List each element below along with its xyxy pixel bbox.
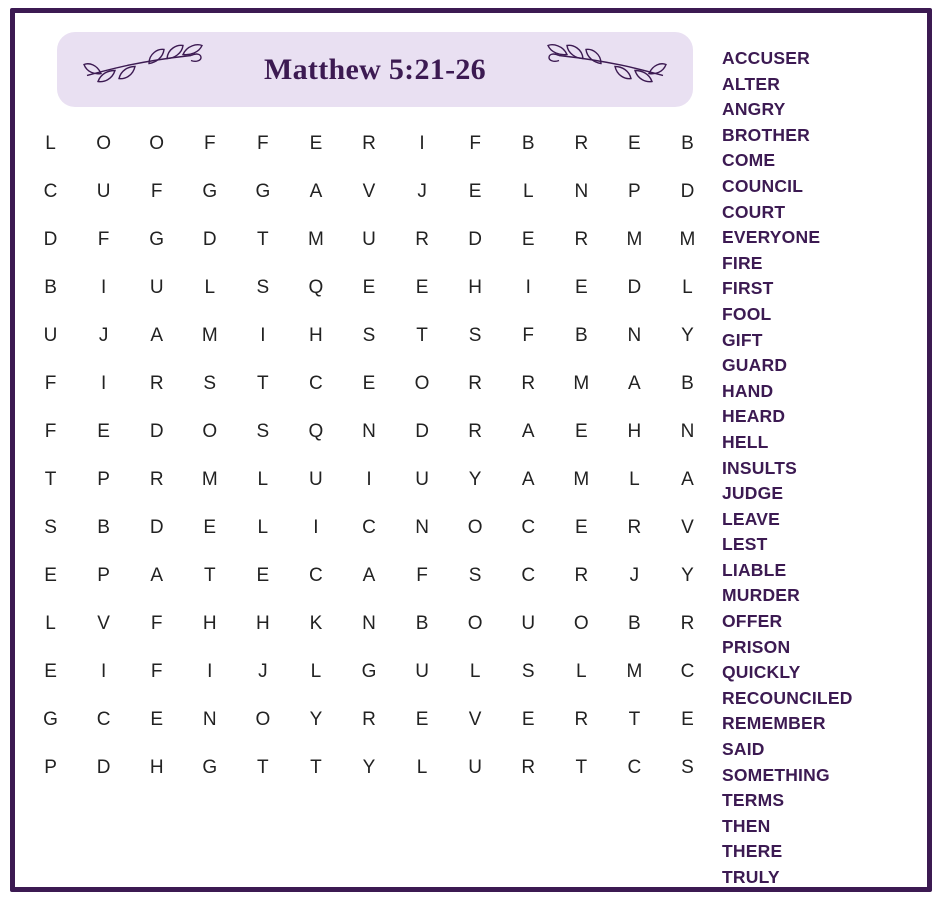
grid-cell[interactable]: F xyxy=(44,373,57,394)
grid-cell[interactable]: M xyxy=(573,373,590,394)
grid-cell[interactable]: T xyxy=(257,757,269,778)
vine-branch-right-icon xyxy=(541,41,671,98)
grid-cell[interactable]: I xyxy=(100,661,107,682)
grid-cell[interactable]: U xyxy=(149,277,164,298)
grid-cell[interactable]: L xyxy=(682,277,693,298)
grid-cell[interactable]: O xyxy=(414,373,430,394)
grid-cell[interactable]: E xyxy=(468,181,482,202)
word-list-item[interactable]: GIFT xyxy=(722,329,763,350)
grid-cell[interactable]: S xyxy=(681,757,694,778)
title-banner xyxy=(57,32,693,107)
grid-cell[interactable]: S xyxy=(256,277,270,298)
grid-cell[interactable]: R xyxy=(627,517,642,538)
grid-cell[interactable]: I xyxy=(525,277,531,298)
grid-cell[interactable]: A xyxy=(521,469,535,490)
grid-cell[interactable]: R xyxy=(362,709,376,730)
grid-cell[interactable]: G xyxy=(255,181,271,202)
grid-cell[interactable]: V xyxy=(681,517,694,538)
grid-cell[interactable]: T xyxy=(257,373,269,394)
puzzle-column xyxy=(24,22,714,781)
word-list-item[interactable]: THEN xyxy=(722,815,771,836)
grid-cell[interactable]: D xyxy=(415,421,429,442)
grid-cell[interactable]: M xyxy=(679,229,696,250)
grid-cell[interactable]: D xyxy=(680,181,695,202)
word-list-item[interactable]: FIRST xyxy=(722,278,774,299)
word-list-item[interactable]: TERMS xyxy=(722,790,785,811)
grid-cell[interactable]: B xyxy=(681,133,694,154)
word-list-item[interactable]: THERE xyxy=(722,841,783,862)
grid-cell[interactable]: I xyxy=(313,517,319,538)
grid-cell[interactable]: E xyxy=(362,373,376,394)
grid-cell[interactable]: F xyxy=(522,325,535,346)
grid-cell[interactable]: E xyxy=(521,709,535,730)
grid-cell[interactable]: D xyxy=(149,517,164,538)
grid-cell[interactable]: A xyxy=(362,565,376,586)
grid-cell[interactable]: G xyxy=(202,181,218,202)
grid-cell[interactable]: A xyxy=(150,565,164,586)
grid-cell[interactable]: V xyxy=(468,709,482,730)
grid-cell[interactable]: D xyxy=(468,229,483,250)
grid-cell[interactable]: L xyxy=(629,469,640,490)
word-list-item[interactable]: FOOL xyxy=(722,303,772,324)
grid-cell[interactable]: U xyxy=(521,613,536,634)
grid-cell[interactable]: F xyxy=(44,421,57,442)
word-list-item[interactable]: HEARD xyxy=(722,406,786,427)
grid-cell[interactable]: I xyxy=(100,277,107,298)
word-list-item[interactable]: MURDER xyxy=(722,585,801,606)
grid-cell[interactable]: R xyxy=(362,133,376,154)
grid-cell[interactable]: A xyxy=(628,373,641,394)
grid-cell[interactable]: I xyxy=(207,661,213,682)
grid-cell[interactable]: F xyxy=(203,133,216,154)
grid-cell[interactable]: E xyxy=(574,277,588,298)
grid-cell[interactable]: F xyxy=(416,565,428,586)
grid-cell[interactable]: R xyxy=(468,421,483,442)
grid-cell[interactable]: N xyxy=(415,517,429,538)
page-title: Matthew 5:21-26 xyxy=(264,52,486,86)
grid-cell[interactable]: R xyxy=(521,373,536,394)
word-list-item[interactable]: COME xyxy=(722,150,776,171)
grid-cell[interactable]: O xyxy=(467,613,483,634)
grid-cell[interactable]: I xyxy=(260,325,266,346)
word-list-item[interactable]: FIRE xyxy=(722,252,763,273)
grid-cell[interactable]: K xyxy=(309,613,323,634)
grid-cell[interactable]: J xyxy=(629,565,640,586)
grid-cell[interactable]: M xyxy=(626,229,643,250)
grid-cell[interactable]: J xyxy=(258,661,268,682)
grid-cell[interactable]: R xyxy=(574,133,589,154)
grid-cell[interactable]: C xyxy=(521,517,536,538)
word-list-item[interactable]: LEST xyxy=(722,534,768,555)
grid-cell[interactable]: B xyxy=(521,133,535,154)
word-list-item[interactable]: BROTHER xyxy=(722,124,810,145)
grid-cell[interactable]: S xyxy=(468,565,482,586)
word-list-item[interactable]: HAND xyxy=(722,380,774,401)
grid-cell[interactable]: R xyxy=(574,229,589,250)
grid-cell[interactable]: E xyxy=(309,133,323,154)
grid-cell[interactable]: P xyxy=(44,757,57,778)
grid-cell[interactable]: U xyxy=(362,229,376,250)
grid-cell[interactable]: L xyxy=(257,517,269,538)
word-list-item[interactable]: TRULY xyxy=(722,867,780,887)
grid-cell[interactable]: C xyxy=(680,661,695,682)
grid-cell[interactable]: N xyxy=(202,709,217,730)
grid-cell[interactable]: S xyxy=(203,373,217,394)
grid-cell[interactable]: U xyxy=(309,469,323,490)
grid-cell[interactable]: R xyxy=(415,229,429,250)
grid-cell[interactable]: N xyxy=(680,421,695,442)
grid-cell[interactable]: A xyxy=(309,181,323,202)
grid-cell[interactable]: B xyxy=(628,613,641,634)
vine-branch-left-icon xyxy=(79,41,209,98)
grid-cell[interactable]: E xyxy=(362,277,376,298)
grid-cell[interactable]: G xyxy=(202,757,218,778)
word-list-item[interactable]: PRISON xyxy=(722,636,791,657)
grid-cell[interactable]: C xyxy=(43,181,58,202)
grid-cell[interactable]: G xyxy=(43,709,58,730)
grid-cell[interactable]: P xyxy=(628,181,641,202)
grid-cell[interactable]: Q xyxy=(308,277,324,298)
grid-cell[interactable]: D xyxy=(149,421,164,442)
grid-cell[interactable]: U xyxy=(415,469,429,490)
grid-cell[interactable]: O xyxy=(202,421,218,442)
grid-cell[interactable]: P xyxy=(97,469,110,490)
grid-cell[interactable]: R xyxy=(521,757,536,778)
grid-cell[interactable]: T xyxy=(44,469,57,490)
page-content xyxy=(24,22,918,887)
letter-grid[interactable] xyxy=(24,131,714,781)
grid-cell[interactable]: M xyxy=(573,469,590,490)
grid-cell[interactable]: U xyxy=(43,325,58,346)
grid-cell[interactable]: L xyxy=(522,181,534,202)
grid-cell[interactable]: I xyxy=(419,133,425,154)
grid-cell[interactable]: L xyxy=(576,661,587,682)
grid-cell[interactable]: E xyxy=(44,661,57,682)
grid-cell[interactable]: I xyxy=(100,373,107,394)
grid-cell[interactable]: E xyxy=(256,565,270,586)
grid-cell[interactable]: E xyxy=(574,517,588,538)
grid-cell[interactable]: V xyxy=(97,613,110,634)
grid-cell[interactable]: R xyxy=(468,373,483,394)
word-list xyxy=(722,22,912,891)
grid-cell[interactable]: T xyxy=(257,229,269,250)
grid-cell[interactable]: U xyxy=(415,661,429,682)
grid-cell[interactable]: C xyxy=(627,757,642,778)
grid-cell[interactable]: Y xyxy=(681,325,694,346)
grid-cell[interactable]: F xyxy=(150,613,163,634)
grid-cell[interactable]: H xyxy=(255,613,270,634)
grid-cell[interactable]: L xyxy=(469,661,481,682)
grid-cell[interactable]: M xyxy=(201,325,218,346)
grid-cell[interactable]: B xyxy=(574,325,588,346)
grid-cell[interactable]: E xyxy=(415,709,429,730)
grid-cell[interactable]: M xyxy=(626,661,643,682)
grid-cell[interactable]: B xyxy=(44,277,57,298)
grid-cell[interactable]: Y xyxy=(681,565,694,586)
word-list-item[interactable]: QUICKLY xyxy=(722,662,801,683)
grid-cell[interactable]: D xyxy=(627,277,642,298)
grid-cell[interactable]: Y xyxy=(309,709,323,730)
grid-cell[interactable]: G xyxy=(361,661,377,682)
grid-cell[interactable]: E xyxy=(203,517,217,538)
grid-cell[interactable]: B xyxy=(415,613,429,634)
word-list-item[interactable]: ALTER xyxy=(722,73,781,94)
word-list-item[interactable]: RECOUNCILED xyxy=(722,687,853,708)
grid-cell[interactable]: L xyxy=(310,661,322,682)
grid-cell[interactable]: O xyxy=(96,133,111,154)
grid-cell[interactable]: H xyxy=(309,325,323,346)
word-list-item[interactable]: GUARD xyxy=(722,355,788,376)
grid-cell[interactable]: F xyxy=(257,133,269,154)
word-list-item[interactable]: COUNCIL xyxy=(722,175,804,196)
grid-cell[interactable]: C xyxy=(309,565,323,586)
grid-cell[interactable]: R xyxy=(149,469,164,490)
word-list-item[interactable]: REMEMBER xyxy=(722,713,826,734)
grid-cell[interactable]: J xyxy=(98,325,109,346)
grid-cell[interactable]: L xyxy=(416,757,428,778)
grid-cell[interactable]: F xyxy=(469,133,481,154)
grid-cell[interactable]: C xyxy=(96,709,111,730)
grid-cell[interactable]: E xyxy=(628,133,641,154)
grid-cell[interactable]: O xyxy=(467,517,483,538)
grid-cell[interactable]: R xyxy=(574,709,589,730)
word-list-item[interactable]: LEAVE xyxy=(722,508,781,529)
grid-cell[interactable]: C xyxy=(309,373,323,394)
grid-cell[interactable]: N xyxy=(362,613,376,634)
grid-cell[interactable]: S xyxy=(468,325,482,346)
grid-cell[interactable]: Q xyxy=(308,421,324,442)
grid-cell[interactable]: H xyxy=(202,613,217,634)
grid-cell[interactable]: S xyxy=(44,517,57,538)
grid-cell[interactable]: L xyxy=(45,613,56,634)
grid-cell[interactable]: F xyxy=(150,661,163,682)
word-list-item[interactable]: ACCUSER xyxy=(722,48,810,68)
word-list-item[interactable]: SAID xyxy=(722,739,765,760)
word-list-item[interactable]: ANGRY xyxy=(722,99,786,120)
grid-cell[interactable]: Y xyxy=(468,469,482,490)
grid-cell[interactable]: T xyxy=(628,709,641,730)
grid-cell[interactable]: N xyxy=(574,181,589,202)
grid-cell[interactable]: C xyxy=(362,517,376,538)
grid-cell[interactable]: B xyxy=(97,517,110,538)
grid-cell[interactable]: L xyxy=(204,277,216,298)
grid-cell[interactable]: D xyxy=(96,757,111,778)
grid-cell[interactable]: F xyxy=(97,229,110,250)
grid-cell[interactable]: E xyxy=(521,229,535,250)
grid-cell[interactable]: F xyxy=(150,181,163,202)
grid-cell[interactable]: B xyxy=(681,373,694,394)
word-list-item[interactable]: COURT xyxy=(722,201,786,222)
grid-cell[interactable]: E xyxy=(574,421,588,442)
grid-cell[interactable]: T xyxy=(203,565,216,586)
grid-cell[interactable]: T xyxy=(575,757,588,778)
grid-cell[interactable]: Y xyxy=(362,757,376,778)
word-list-item[interactable]: HELL xyxy=(722,431,769,452)
grid-cell[interactable]: R xyxy=(574,565,589,586)
grid-cell[interactable]: N xyxy=(362,421,376,442)
grid-cell[interactable]: E xyxy=(97,421,110,442)
grid-cell[interactable]: T xyxy=(310,757,322,778)
grid-cell[interactable]: S xyxy=(256,421,270,442)
grid-cell[interactable]: A xyxy=(521,421,535,442)
grid-cell[interactable]: E xyxy=(681,709,694,730)
grid-cell[interactable]: T xyxy=(416,325,428,346)
grid-cell[interactable]: D xyxy=(202,229,217,250)
grid-cell[interactable]: L xyxy=(257,469,269,490)
grid-cell[interactable]: O xyxy=(255,709,271,730)
word-list-item[interactable]: EVERYONE xyxy=(722,227,821,248)
grid-cell[interactable]: R xyxy=(149,373,164,394)
grid-cell[interactable]: J xyxy=(417,181,427,202)
grid-cell[interactable]: D xyxy=(43,229,58,250)
grid-cell[interactable]: A xyxy=(681,469,694,490)
grid-cell[interactable]: V xyxy=(362,181,376,202)
grid-cell[interactable]: O xyxy=(573,613,589,634)
grid-cell[interactable]: E xyxy=(44,565,57,586)
grid-cell[interactable]: G xyxy=(149,229,165,250)
grid-cell[interactable]: S xyxy=(521,661,535,682)
grid-cell[interactable]: E xyxy=(415,277,429,298)
grid-cell[interactable]: P xyxy=(97,565,110,586)
grid-cell[interactable]: H xyxy=(149,757,164,778)
grid-cell[interactable]: I xyxy=(366,469,372,490)
grid-cell[interactable]: N xyxy=(627,325,642,346)
grid-cell[interactable]: U xyxy=(96,181,111,202)
grid-cell[interactable]: H xyxy=(468,277,483,298)
word-list-item[interactable]: OFFER xyxy=(722,611,783,632)
grid-cell[interactable]: L xyxy=(45,133,56,154)
grid-cell[interactable]: A xyxy=(150,325,164,346)
grid-cell[interactable]: M xyxy=(201,469,218,490)
grid-cell[interactable]: S xyxy=(362,325,376,346)
grid-cell[interactable]: M xyxy=(308,229,324,250)
word-list-item[interactable]: SOMETHING xyxy=(722,764,830,785)
word-list-item[interactable]: INSULTS xyxy=(722,457,797,478)
grid-cell[interactable]: O xyxy=(149,133,165,154)
grid-cell[interactable]: R xyxy=(680,613,695,634)
grid-cell[interactable]: C xyxy=(521,565,536,586)
word-list-item[interactable]: JUDGE xyxy=(722,483,784,504)
grid-cell[interactable]: H xyxy=(627,421,642,442)
grid-cell[interactable]: U xyxy=(468,757,483,778)
grid-cell[interactable]: E xyxy=(150,709,164,730)
word-list-item[interactable]: LIABLE xyxy=(722,559,787,580)
